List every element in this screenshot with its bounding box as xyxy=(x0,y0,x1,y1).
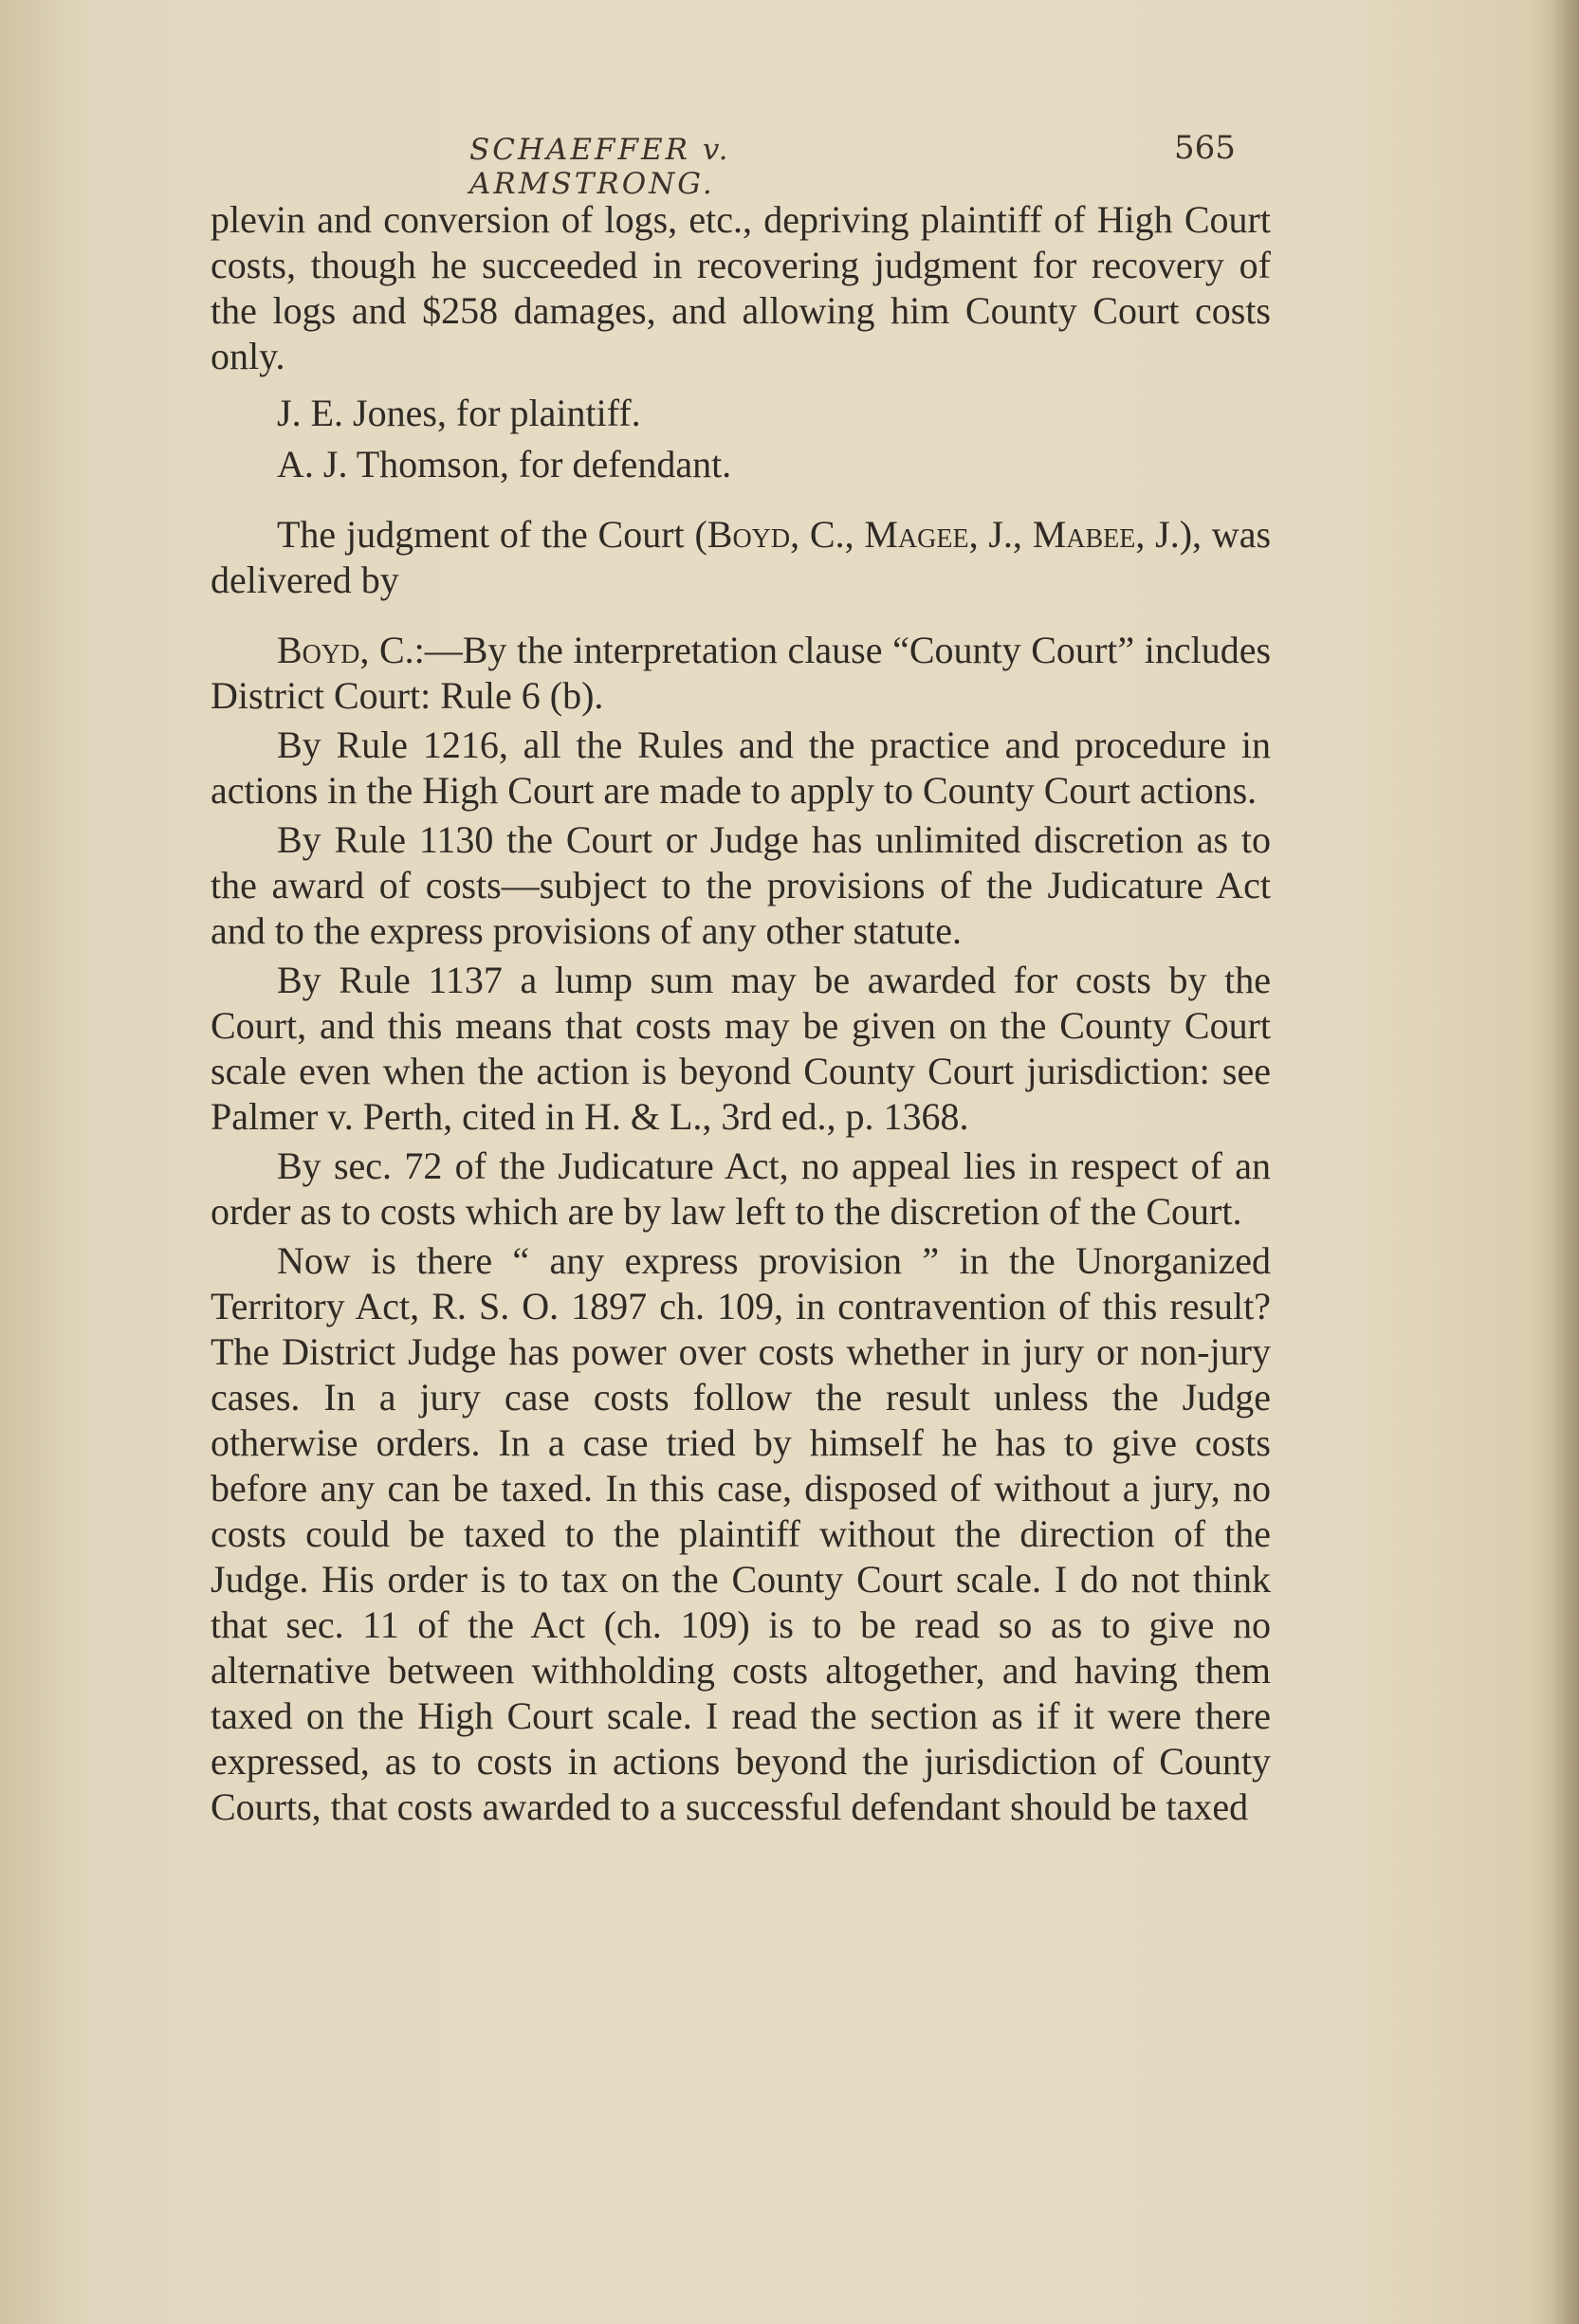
judgment-mid-1: , C., xyxy=(790,513,865,556)
speaker-boyd: Boyd xyxy=(277,629,360,671)
page-number: 565 xyxy=(1174,129,1236,167)
counsel-defendant: A. J. Thomson, for defendant. xyxy=(277,443,732,485)
page-edge-shadow xyxy=(1552,0,1579,2324)
judgment-intro-prefix: The judgment of the Court ( xyxy=(277,513,707,556)
judgment-suffix: , J.), was delivered by xyxy=(211,513,1272,601)
paragraph-interpretation xyxy=(211,628,1271,719)
paragraph-rule-1137: By Rule 1137 a lump sum may be awarded for costs by the Court, and this means that costs may be given on the County Court scale even when the action is beyond County Court jurisdiction: see Palmer v. Perth, cited in H. & L., 3rd ed., p. 1368. xyxy=(211,959,1271,1138)
paragraph-sec-72: By sec. 72 of the Judicature Act, no appeal lies in respect of an order as to costs which are by law left to the discretion of the Court. xyxy=(211,1144,1271,1233)
running-head: SCHAEFFER v. ARMSTRONG. xyxy=(469,133,731,201)
judge-magee: Magee xyxy=(864,513,969,556)
body-text xyxy=(211,197,1271,1830)
counsel-plaintiff: J. E. Jones, for plaintiff. xyxy=(277,392,641,434)
paragraph-rule-1216: By Rule 1216, all the Rules and the practice and procedure in actions in the High Court are made to apply to County Court actions. xyxy=(211,723,1271,812)
speaker-suffix: , C.: xyxy=(359,629,425,671)
opening-paragraph: plevin and conversion of logs, etc., depriving plaintiff of High Court costs, though he succeeded in recovering judgment for recovery of the logs and $258 damages, and allowing him County Court costs only. xyxy=(211,198,1271,377)
judgment-mid-2: , J., xyxy=(968,513,1033,556)
judge-mabee: Mabee xyxy=(1032,513,1136,556)
judgment-intro xyxy=(211,512,1271,603)
paragraph-unorganized-territory: Now is there “ any express provision ” in the Unorganized Territory Act, R. S. O. 1897 ch. 109, in contravention of this result? The District Judge has power over costs whether in jury or non-jury cases. In a jury case costs follow the result unless the Judge otherwise orders. In a case tried by himself he has to give costs before any can be taxed. In this case, disposed of without a jury, no costs could be taxed to the plaintiff without the direction of the Judge. His order is to tax on the County Court scale. I do not think that sec. 11 of the Act (ch. 109) is to be read so as to give no alternative between withholding costs altogether, and having them taxed on the High Court scale. I read the section as if it were there expressed, as to costs in actions beyond the jurisdiction of County Courts, that costs awarded to a successful defendant should be taxed xyxy=(211,1239,1271,1828)
paragraph-rule-1130: By Rule 1130 the Court or Judge has unlimited discretion as to the award of costs—subject to the provisions of the Judicature Act and to the express provisions of any other statute. xyxy=(211,818,1271,952)
paragraph-interpretation-text: —By the interpretation clause “County Court” includes District Court: Rule 6 (b). xyxy=(211,629,1272,717)
judge-boyd: Boyd xyxy=(707,513,791,556)
